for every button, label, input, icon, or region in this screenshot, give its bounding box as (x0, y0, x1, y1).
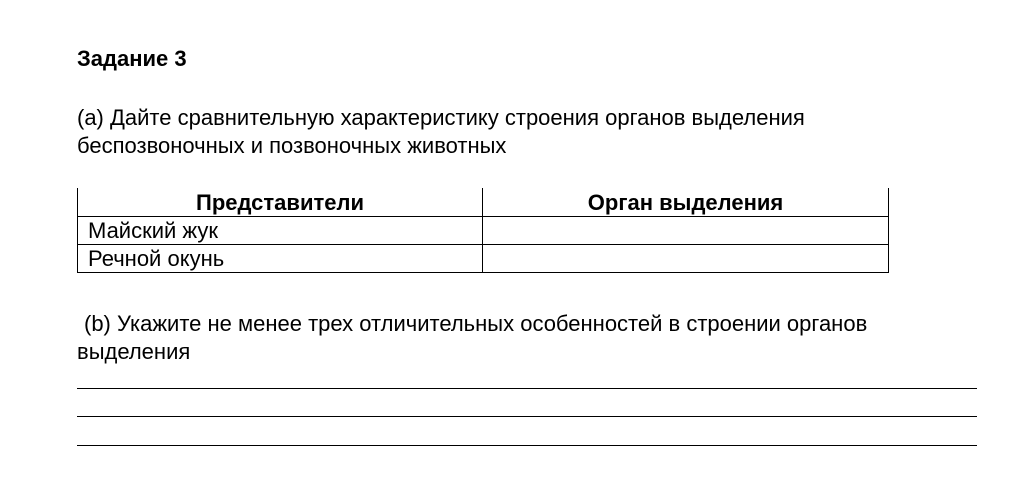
table-header-row (78, 188, 889, 217)
cell-representative: Майский жук (78, 217, 483, 245)
part-a-line-2: беспозвоночных и позвоночных животных (77, 133, 507, 158)
part-b-line-1: (b) Укажите не менее трех отличительных особенностей в строении органов (84, 311, 868, 336)
answer-line[interactable] (77, 445, 977, 446)
part-b-line-2: выделения (77, 339, 191, 364)
answer-line[interactable] (77, 388, 977, 389)
header-excretory-organ: Орган выделения (483, 188, 889, 217)
table-row (78, 245, 889, 273)
header-representatives: Представители (78, 188, 483, 217)
cell-answer[interactable] (483, 245, 889, 273)
answer-line[interactable] (77, 416, 977, 417)
part-a-line-1: (а) Дайте сравнительную характеристику строения органов выделения (77, 105, 805, 130)
table-row (78, 217, 889, 245)
cell-answer[interactable] (483, 217, 889, 245)
task-title: Задание 3 (77, 46, 187, 71)
cell-representative: Речной окунь (78, 245, 483, 273)
comparison-table (77, 188, 889, 273)
part-b-question (77, 310, 867, 366)
part-a-question (77, 104, 805, 160)
